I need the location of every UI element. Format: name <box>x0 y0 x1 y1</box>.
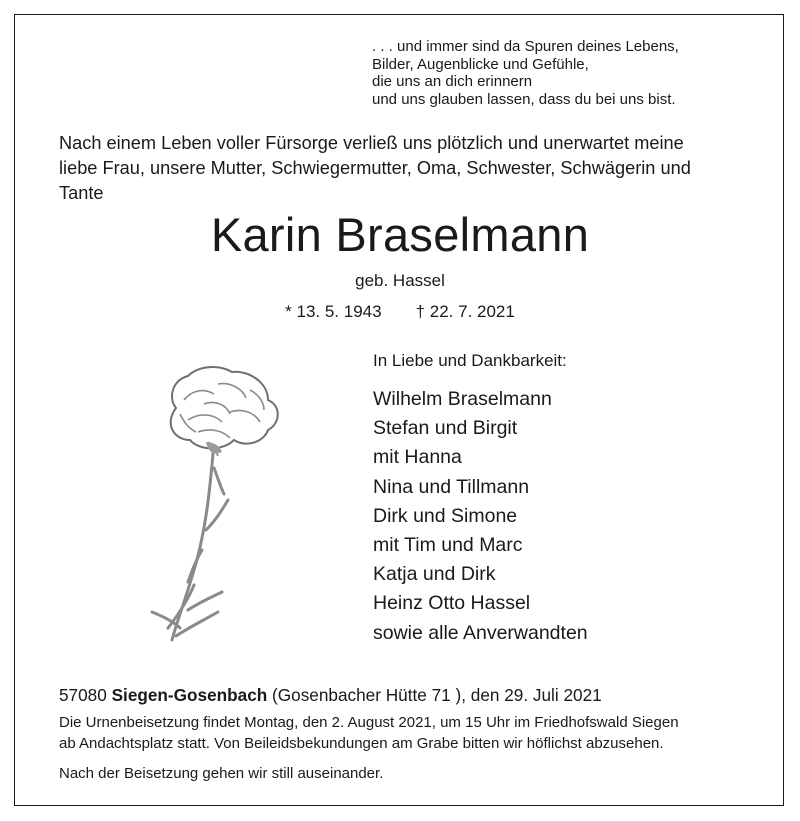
mourners-heading: In Liebe und Dankbarkeit: <box>373 351 567 370</box>
notice-line: Die Urnenbeisetzung findet Montag, den 2. August 2021, um 15 Uhr im Friedhofswald Siegen <box>59 714 679 731</box>
mourners-list <box>373 385 588 648</box>
postal-code: 57080 <box>59 685 107 705</box>
funeral-notice <box>59 713 779 754</box>
poem <box>372 38 752 108</box>
poem-line: Bilder, Augenblicke und Gefühle, <box>372 55 589 73</box>
mourner-name: Katja und Dirk <box>373 563 496 586</box>
death-date: † 22. 7. 2021 <box>415 302 515 321</box>
intro-line: liebe Frau, unsere Mutter, Schwiegermutter, Oma, Schwester, Schwägerin und <box>59 158 691 178</box>
birth-date: * 13. 5. 1943 <box>285 302 382 321</box>
mourner-name: mit Tim und Marc <box>373 534 523 557</box>
carnation-icon <box>118 360 298 645</box>
town-name: Siegen-Gosenbach <box>111 685 268 705</box>
poem-line: . . . und immer sind da Spuren deines Lebens, <box>372 38 679 55</box>
intro-line: Nach einem Leben voller Fürsorge verließ uns plötzlich und unerwartet meine <box>59 133 684 153</box>
intro-text <box>59 131 759 206</box>
poem-line: und uns glauben lassen, dass du bei uns bist. <box>372 90 676 108</box>
closing-note: Nach der Beisetzung gehen wir still auseinander. <box>59 765 384 782</box>
intro-line: Tante <box>59 183 104 203</box>
mourner-name: Wilhelm Braselmann <box>373 388 552 410</box>
maiden-name: geb. Hassel <box>355 271 445 290</box>
place-date-line <box>59 683 602 707</box>
notice-line: ab Andachtsplatz statt. Von Beileidsbekundungen am Grabe bitten wir höflichst abzusehen. <box>59 734 664 752</box>
mourner-name: Heinz Otto Hassel <box>373 592 531 615</box>
mourner-name: Dirk und Simone <box>373 504 518 527</box>
mourner-name: Nina und Tillmann <box>373 475 530 498</box>
mourner-name: Stefan und Birgit <box>373 417 518 440</box>
deceased-name: Karin Braselmann <box>210 208 590 261</box>
address-date: (Gosenbacher Hütte 71 ), den 29. Juli 2021 <box>272 685 602 705</box>
mourner-name: sowie alle Anverwandten <box>373 621 588 644</box>
life-dates <box>0 300 800 324</box>
mourner-name: mit Hanna <box>373 446 462 469</box>
poem-line: die uns an dich erinnern <box>372 73 533 90</box>
